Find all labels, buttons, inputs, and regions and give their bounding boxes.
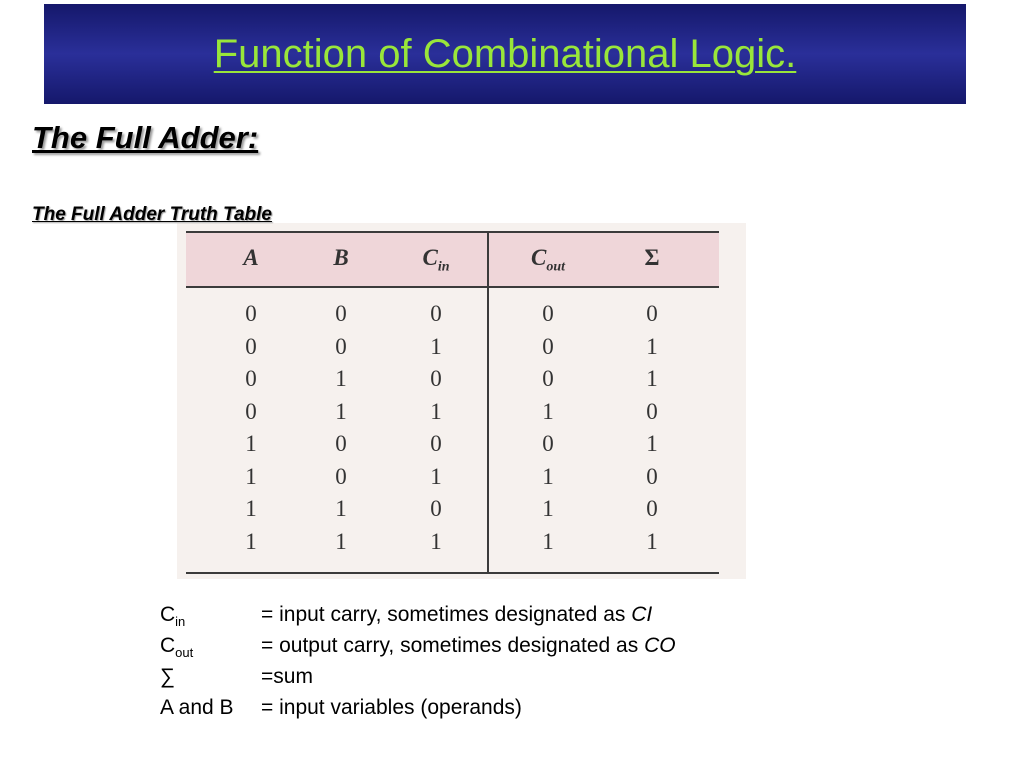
table-cell: 1 <box>335 496 347 521</box>
table-row <box>177 431 746 464</box>
table-cell: 1 <box>542 528 554 554</box>
table-cell: 1 <box>245 463 257 489</box>
table-cell: 1 <box>542 496 554 521</box>
legend-term: A and B <box>160 696 234 719</box>
header-a: A <box>243 245 259 270</box>
legend-row <box>160 696 676 727</box>
table-row <box>177 529 746 562</box>
table-cell: 1 <box>430 463 442 489</box>
table-cell: 1 <box>646 333 658 359</box>
table-cell: 0 <box>430 431 442 456</box>
table-top-rule <box>186 231 719 233</box>
header-cout: $C_{out}$ <box>530 245 566 275</box>
legend-term: $C_{in}$ <box>160 603 186 630</box>
table-cell: 1 <box>245 431 257 456</box>
table-cell: 1 <box>335 366 347 391</box>
table-cell: 1 <box>430 333 442 359</box>
truth-table <box>177 223 746 579</box>
table-cell: 1 <box>646 366 658 391</box>
legend-term: $C_{out}$ <box>160 634 194 661</box>
table-cell: 1 <box>245 528 257 554</box>
table-cell: 0 <box>245 366 257 391</box>
legend-definition: = input carry, sometimes designated as CI <box>261 603 653 626</box>
header-cin: $C_{in}$ <box>422 245 450 275</box>
legend <box>160 603 676 727</box>
legend-definition: =sum <box>261 665 313 688</box>
table-cell: 0 <box>245 398 257 424</box>
table-cell: 1 <box>430 398 442 424</box>
table-cell: 0 <box>542 301 554 326</box>
table-cell: 1 <box>646 431 658 456</box>
table-row <box>177 366 746 399</box>
table-row <box>177 334 746 367</box>
table-cell: 0 <box>542 333 554 359</box>
table-cell: 0 <box>542 366 554 391</box>
table-cell: 1 <box>335 398 347 424</box>
table-cell: 0 <box>430 496 442 521</box>
table-cell: 0 <box>646 463 658 489</box>
table-cell: 0 <box>335 431 347 456</box>
table-cell: 0 <box>245 333 257 359</box>
table-cell: 1 <box>335 528 347 554</box>
table-body <box>177 301 746 561</box>
table-cell: 1 <box>542 398 554 424</box>
table-cell: 1 <box>646 528 658 554</box>
legend-definition: = input variables (operands) <box>261 696 522 719</box>
table-cell: 0 <box>646 496 658 521</box>
table-cell: 1 <box>430 528 442 554</box>
table-cell: 0 <box>646 301 658 326</box>
table-cell: 1 <box>542 463 554 489</box>
header-sum: Σ <box>644 245 660 270</box>
table-row <box>177 399 746 432</box>
legend-term: ∑ <box>160 665 175 688</box>
legend-row <box>160 603 676 634</box>
table-cell: 0 <box>430 301 442 326</box>
table-cell: 0 <box>245 301 257 326</box>
table-cell: 0 <box>430 366 442 391</box>
table-cell: 0 <box>542 431 554 456</box>
legend-definition: = output carry, sometimes designated as CO <box>261 634 676 657</box>
table-row <box>177 301 746 334</box>
table-caption: The Full Adder Truth Table <box>32 204 272 225</box>
table-row <box>177 464 746 497</box>
table-cell: 0 <box>335 333 347 359</box>
table-header-rule <box>186 286 719 288</box>
table-bottom-rule <box>186 572 719 574</box>
table-row <box>177 496 746 529</box>
table-cell: 1 <box>245 496 257 521</box>
legend-row <box>160 665 676 696</box>
section-heading: The Full Adder: <box>32 120 259 155</box>
slide-title: Function of Combinational Logic. <box>213 31 797 76</box>
table-cell: 0 <box>335 463 347 489</box>
table-cell: 0 <box>646 398 658 424</box>
title-banner <box>44 4 966 104</box>
table-cell: 0 <box>335 301 347 326</box>
legend-row <box>160 634 676 665</box>
header-b: B <box>333 245 349 270</box>
